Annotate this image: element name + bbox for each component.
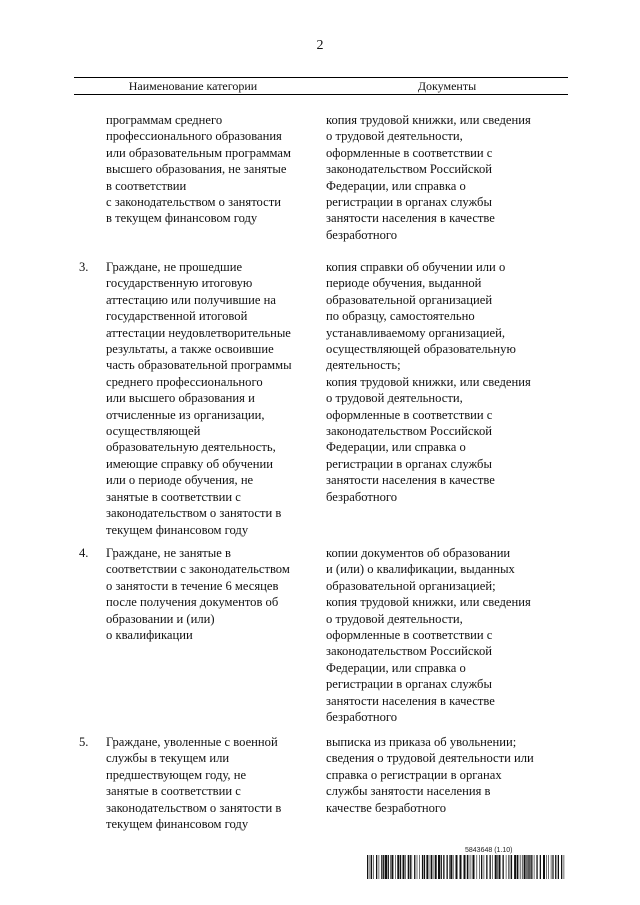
row-category: Граждане, не прошедшие государственную итоговую аттестацию или получившие на государственной итоговой аттестации неудовлетворительные результаты, а также освоившие часть образовательной программы среднего профессионального или высшего образования и отчисленные из организации, осуществляющей образовательную деятельность, имеющие справку об обучении или о периоде обучения, не занятые в соответствии с законодательством о занятости в текущем финансовом году [106, 260, 292, 537]
row-number: 3. [79, 260, 89, 274]
page-number: 2 [316, 38, 324, 53]
row-number: 4. [79, 546, 89, 560]
row-category: программам среднего профессионального образования или образовательным программам высшего образования, не занятые в соответствии с законодательством о занятости в текущем финансовом году [106, 113, 291, 226]
barcode-image [367, 855, 565, 879]
header-category: Наименование категории [128, 79, 258, 93]
row-documents: копии документов об образовании и (или) о квалификации, выданных образовательной организацией; копия трудовой книжки, или сведения о трудовой деятельности, оформленные в соответствии с законодательством Российской Федерации, или справка о регистрации в органах службы занятости населения в качестве безработного [326, 546, 531, 725]
row-documents: копия трудовой книжки, или сведения о трудовой деятельности, оформленные в соответствии с законодательством Российской Федерации, или справка о регистрации в органах службы занятости населения в качестве безработного [326, 113, 531, 242]
row-category: Граждане, не занятые в соответствии с законодательством о занятости в течение 6 месяцев после получения документов об образовании и (или) о квалификации [106, 546, 290, 643]
row-documents: копия справки об обучении или о периоде обучения, выданной образовательной организацией по образцу, самостоятельно устанавливаемому организацией, осуществляющей образовательную деятельность; копия трудовой книжки, или сведения о трудовой деятельности, оформленные в соответствии с законодательством Российской Федерации, или справка о регистрации в органах службы занятости населения в качестве безработного [326, 260, 531, 504]
row-documents: выписка из приказа об увольнении; сведения о трудовой деятельности или справка о регистрации в органах службы занятости населения в качестве безработного [326, 735, 534, 815]
row-category: Граждане, уволенные с военной службы в текущем или предшествующем году, не занятые в соответствии с законодательством о занятости в текущем финансовом году [106, 735, 282, 832]
table-header [74, 77, 568, 95]
row-number: 5. [79, 735, 89, 749]
header-documents: Документы [417, 79, 477, 93]
barcode-label: 5843648 (1.10) [465, 847, 513, 854]
